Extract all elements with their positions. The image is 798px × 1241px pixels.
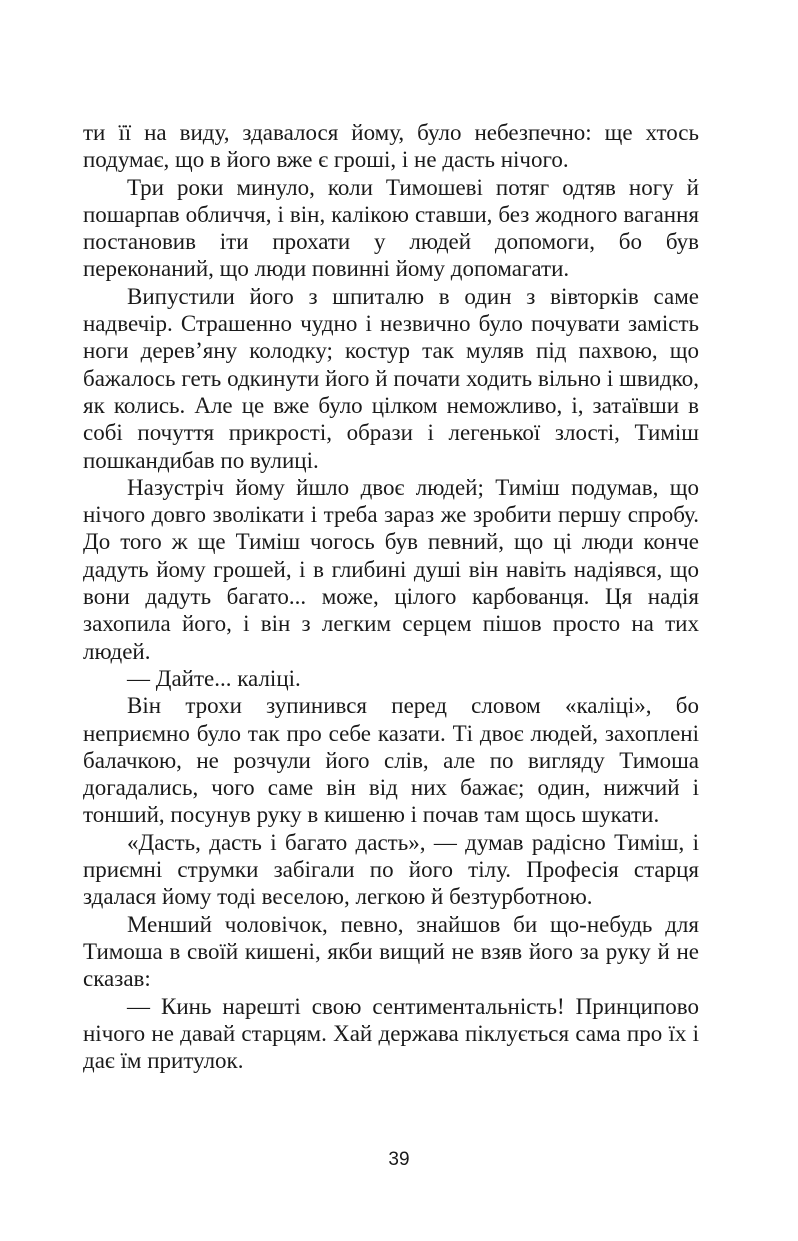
paragraph: «Дасть, дасть і багато дасть», — думав радісно Тиміш, і приємні струмки забігали по його тілу. Професія старця здалася йому тоді веселою, легкою й безтурботною. — [83, 829, 699, 910]
dialogue-line: — Дайте... каліці. — [127, 665, 301, 691]
paragraph-continued: ти її на виду, здавалося йому, було небезпечно: ще хтось подумає, що в його вже є гроші, і не дасть нічого. — [83, 120, 699, 173]
paragraph: Випустили його з шпиталю в один з вівторків саме надвечір. Страшенно чудно і незвично було почувати замість ноги дерев’яну колодку; костур так муляв під пахвою, що бажалось геть одкинути його й почати ходить вільно і швидко, як колись. Але це вже було цілком неможливо, і, затаївши в собі почуття прикрості, образи і легенької злості, Тиміш пошкандибав по вулиці. — [83, 283, 699, 473]
paragraph: Три роки минуло, коли Тимошеві потяг одтяв ногу й пошарпав обличчя, і він, калікою ставши, без жодного вагання постановив іти прохати у людей допомоги, бо був переконаний, що люди повинні йому допомагати. — [83, 174, 699, 282]
page-number: 39 — [388, 1149, 410, 1170]
body-text — [83, 119, 699, 1074]
paragraph: Менший чоловічок, певно, знайшов би що-небудь для Тимоша в своїй кишені, якби вищий не взяв його за руку й не сказав: — [83, 911, 699, 992]
paragraph: Назустріч йому йшло двоє людей; Тиміш подумав, що нічого довго зволікати і треба зараз же зробити першу спробу. До того ж ще Тиміш чогось був певний, що ці люди конче дадуть йому грошей, і в глибині душі він навіть надіявся, що вони дадуть багато... може, цілого карбованця. Ця надія захопила його, і він з легким серцем пішов просто на тих людей. — [83, 474, 699, 664]
paragraph: Він трохи зупинився перед словом «каліці», бо неприємно було так про себе казати. Ті двоє людей, захоплені балачкою, не розчули його слів, але по вигляду Тимоша догадались, чого саме він від них бажає; один, нижчий і тонший, посунув руку в кишеню і почав там щось шукати. — [83, 693, 699, 828]
dialogue-line: — Кинь нарешті свою сентиментальність! Принципово нічого не давай старцям. Хай держава піклується сама про їх і дає їм притулок. — [83, 993, 699, 1074]
